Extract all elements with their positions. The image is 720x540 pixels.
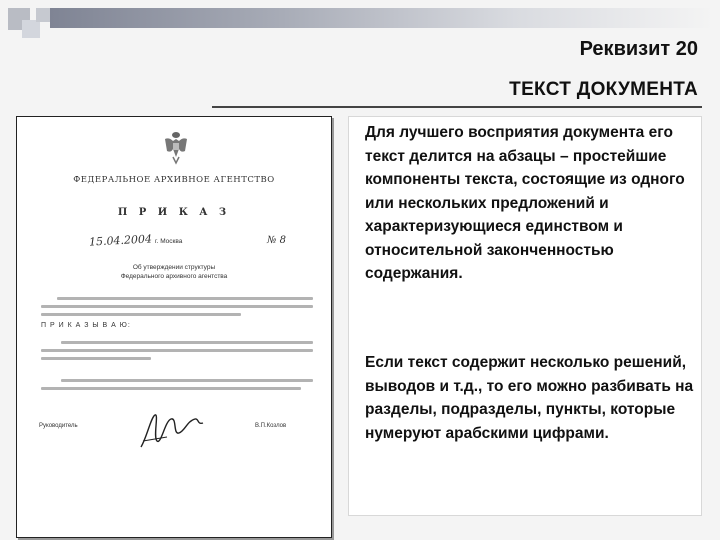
document-date: 15.04.2004	[88, 232, 153, 249]
text-panel	[348, 116, 702, 516]
document-type: П Р И К А З	[117, 207, 231, 218]
document-subject	[17, 263, 331, 281]
subject-line: Об утверждении структуры	[132, 264, 216, 271]
signer-name: В.П.Козлов	[255, 423, 287, 429]
eagle-emblem-icon	[163, 129, 189, 165]
agency-name: ФЕДЕРАЛЬНОЕ АРХИВНОЕ АГЕНТСТВО	[73, 175, 275, 185]
document-city: г. Москва	[155, 238, 183, 245]
text-line	[61, 341, 313, 344]
slide-title: ТЕКСТ ДОКУМЕНТА	[509, 79, 698, 100]
text-line	[41, 349, 313, 352]
decor-square	[22, 20, 40, 38]
text-line	[41, 313, 241, 316]
text-line	[61, 379, 313, 382]
document-number: № 8	[267, 235, 287, 246]
slide-number: Реквизит 20	[579, 38, 698, 60]
orders-heading: П Р И К А З Ы В А Ю:	[41, 322, 131, 329]
decor-square	[36, 8, 50, 22]
text-line	[41, 387, 301, 390]
header-gradient-bar	[50, 8, 714, 28]
signature-icon	[137, 407, 207, 451]
subject-line: Федерального архивного агентства	[120, 273, 228, 280]
text-line	[41, 357, 151, 360]
title-underline	[212, 106, 702, 108]
document-scan	[16, 116, 332, 538]
body-paragraph-2: Если текст содержит несколько решений, выводов и т.д., то его можно разбивать на разделы, подразделы, пункты, которые нумеруют арабскими цифрами.	[365, 354, 694, 442]
signer-title: Руководитель	[39, 423, 78, 429]
text-line	[41, 305, 313, 308]
body-paragraph-1: Для лучшего восприятия документа его текст делится на абзацы – простейшие компоненты текста, состоящие из одного или нескольких предложений и характеризующиеся единством и относительной законченностью содержания.	[365, 124, 685, 282]
text-line	[57, 297, 313, 300]
